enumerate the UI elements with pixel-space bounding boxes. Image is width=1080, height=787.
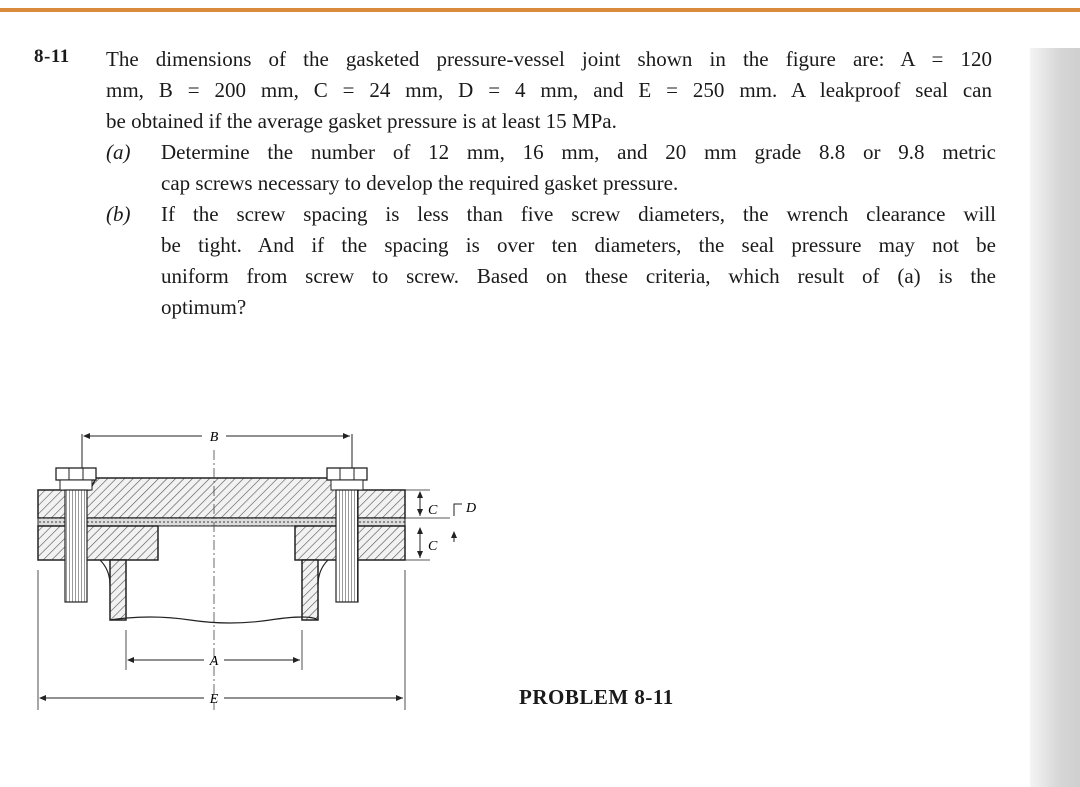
figure-caption: PROBLEM 8-11 bbox=[519, 685, 674, 709]
flange-left bbox=[38, 526, 158, 560]
dim-label-e: E bbox=[209, 692, 219, 707]
dimension-c-d bbox=[404, 490, 476, 560]
part-b bbox=[106, 199, 996, 323]
top-accent-rule bbox=[0, 8, 1080, 12]
statement-line: mm, B = 200 mm, C = 24 mm, D = 4 mm, and E = 250 mm. A leakproof seal can bbox=[106, 78, 992, 102]
part-b-line: If the screw spacing is less than five screw diameters, the wrench clearance will bbox=[161, 202, 996, 226]
page-edge-shadow bbox=[1030, 48, 1080, 787]
dim-label-d: D bbox=[466, 501, 477, 516]
vessel-wall-left bbox=[110, 560, 126, 620]
part-b-line: optimum? bbox=[161, 295, 247, 319]
part-a bbox=[106, 137, 996, 199]
part-b-line: be tight. And if the spacing is over ten diameters, the seal pressure may not be bbox=[161, 233, 996, 257]
statement-line: The dimensions of the gasketed pressure-vessel joint shown in the figure are: A = 120 bbox=[106, 47, 992, 71]
dimension-b bbox=[82, 430, 352, 480]
part-a-line: Determine the number of 12 mm, 16 mm, and 20 mm grade 8.8 or 9.8 metric bbox=[161, 140, 996, 164]
gasketed-joint-figure bbox=[30, 420, 510, 720]
part-a-label: (a) bbox=[106, 140, 131, 164]
dim-label-b: B bbox=[209, 430, 219, 445]
problem-statement bbox=[106, 44, 992, 137]
part-b-line: uniform from screw to screw. Based on these criteria, which result of (a) is the bbox=[161, 264, 996, 288]
part-a-line: cap screws necessary to develop the required gasket pressure. bbox=[161, 171, 679, 195]
part-b-label: (b) bbox=[106, 202, 131, 226]
vessel-wall-right bbox=[302, 560, 318, 620]
dim-label-c-top: C bbox=[428, 503, 438, 518]
dim-label-c-bottom: C bbox=[428, 539, 438, 554]
dim-label-a: A bbox=[209, 654, 219, 669]
statement-line: be obtained if the average gasket pressure is at least 15 MPa. bbox=[106, 109, 617, 133]
problem-number: 8-11 bbox=[34, 46, 70, 67]
